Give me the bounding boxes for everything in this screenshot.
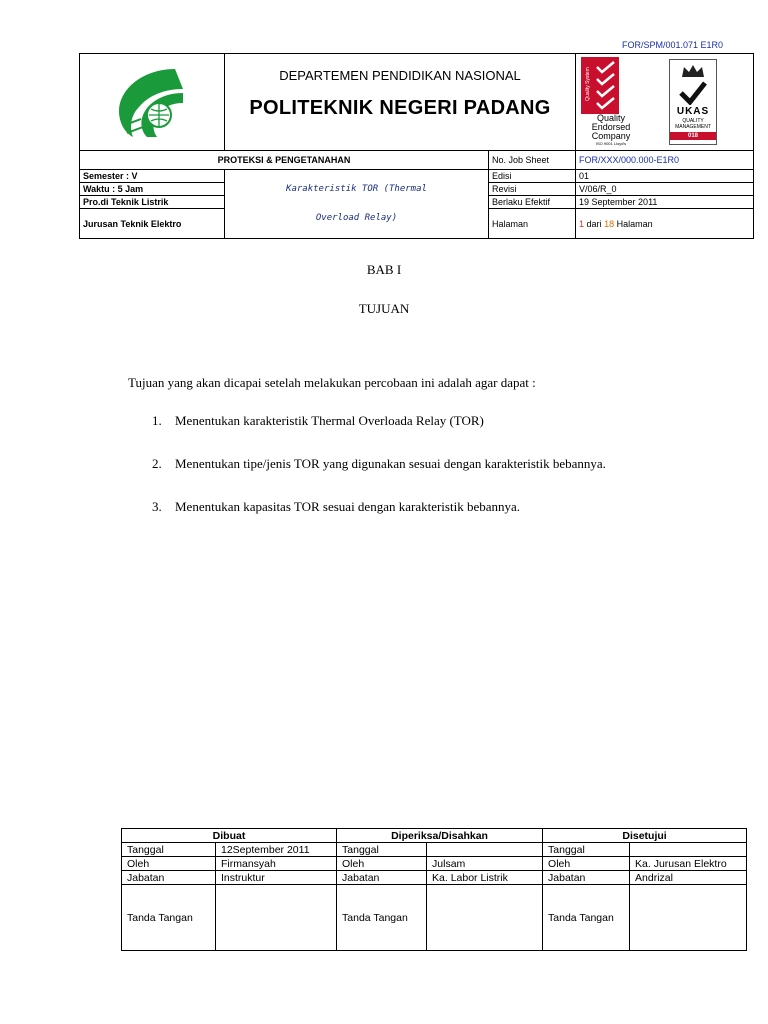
page-indicator <box>576 209 754 239</box>
meta-value-revision: V/06/R_0 <box>576 183 754 196</box>
signature-label-made: Tanda Tangan <box>122 885 216 951</box>
time-allotment: Waktu : 5 Jam <box>80 183 225 196</box>
table-cell: Oleh <box>122 857 216 871</box>
page-total: 18 <box>604 218 615 229</box>
signature-label-checked: Tanda Tangan <box>337 885 427 951</box>
table-cell: Ka. Labor Listrik <box>427 871 543 885</box>
section-heading: TUJUAN <box>358 301 410 316</box>
semester: Semester : V <box>80 170 225 183</box>
table-row <box>122 857 747 871</box>
ukas-badge <box>669 59 717 145</box>
list-item <box>130 491 690 523</box>
subject-title: PROTEKSI & PENGETANAHAN <box>80 151 489 170</box>
company-label: Company <box>591 131 631 141</box>
study-program: Pro.di Teknik Listrik <box>80 196 225 209</box>
page-label: Halaman <box>489 209 576 239</box>
meta-label-edition: Edisi <box>489 170 576 183</box>
signature-row <box>122 885 747 951</box>
job-title-line-1: Karakteristik TOR (Thermal <box>286 184 427 194</box>
table-row <box>122 871 747 885</box>
meta-label-job-sheet: No. Job Sheet <box>489 151 576 170</box>
quality-system-label: Quality System <box>584 67 591 101</box>
column-header-approved: Disetujui <box>543 829 747 843</box>
list-text: Menentukan karakteristik Thermal Overloada Relay (TOR) <box>175 413 484 428</box>
page-suffix: Halaman <box>616 218 653 229</box>
ukas-subtitle: QUALITY MANAGEMENT <box>675 118 711 130</box>
checkmark-icon <box>678 81 708 105</box>
quality-endorsed-badge <box>581 57 619 114</box>
meta-value-job-sheet: FOR/XXX/000.000-E1R0 <box>576 151 754 170</box>
page-current: 1 <box>579 218 585 229</box>
meta-label-effective: Berlaku Efektif <box>489 196 576 209</box>
list-text: Menentukan kapasitas TOR sesuai dengan karakteristik bebannya. <box>175 499 521 514</box>
logo-cell <box>80 54 225 151</box>
table-cell: Jabatan <box>337 871 427 885</box>
meta-label-revision: Revisi <box>489 183 576 196</box>
table-cell: Instruktur <box>216 871 337 885</box>
signature-area-checked[interactable] <box>427 885 543 951</box>
ukas-label: UKAS <box>676 106 710 117</box>
table-cell <box>427 843 543 857</box>
certification-cell <box>576 54 754 151</box>
meta-value-edition: 01 <box>576 170 754 183</box>
table-cell <box>630 843 747 857</box>
approval-table <box>121 828 747 951</box>
list-item <box>130 448 690 480</box>
ukas-number: 018 <box>670 132 716 140</box>
job-title <box>225 170 489 239</box>
list-number: 3. <box>152 499 162 514</box>
quality-label: Quality <box>597 113 626 123</box>
document-reference: FOR/SPM/001.071 E1R0 <box>622 40 724 50</box>
department-name: DEPARTEMEN PENDIDIKAN NASIONAL <box>279 68 521 83</box>
table-cell: 12September 2011 <box>216 843 337 857</box>
table-cell: Andrizal <box>630 871 747 885</box>
column-header-checked: Diperiksa/Disahkan <box>337 829 543 843</box>
goals-list <box>130 405 690 534</box>
table-cell: Tanggal <box>337 843 427 857</box>
polytechnic-logo-icon <box>113 63 191 139</box>
list-number: 2. <box>152 456 162 471</box>
meta-value-effective: 19 September 2011 <box>576 196 754 209</box>
table-cell: Ka. Jurusan Elektro <box>630 857 747 871</box>
job-title-line-2: Overload Relay) <box>315 213 398 223</box>
table-row <box>122 843 747 857</box>
table-cell: Tanggal <box>122 843 216 857</box>
signature-label-approved: Tanda Tangan <box>543 885 630 951</box>
column-header-made: Dibuat <box>122 829 337 843</box>
department-short: Jurusan Teknik Elektro <box>80 209 225 239</box>
title-cell <box>225 54 576 151</box>
signature-area-approved[interactable] <box>630 885 747 951</box>
table-cell: Jabatan <box>122 871 216 885</box>
table-cell: Firmansyah <box>216 857 337 871</box>
signature-area-made[interactable] <box>216 885 337 951</box>
list-text: Menentukan tipe/jenis TOR yang digunakan sesuai dengan karakteristik bebannya. <box>175 456 606 471</box>
intro-paragraph: Tujuan yang akan dicapai setelah melakukan percobaan ini adalah agar dapat : <box>128 375 536 390</box>
list-number: 1. <box>152 413 162 428</box>
table-cell: Oleh <box>337 857 427 871</box>
endorsed-label: Endorsed <box>591 122 631 132</box>
list-item <box>130 405 690 437</box>
table-cell: Oleh <box>543 857 630 871</box>
page-separator: dari <box>586 218 602 229</box>
iso-label: ISO 9001 Lloyd's <box>595 141 627 146</box>
table-cell: Julsam <box>427 857 543 871</box>
checkmarks-icon <box>595 61 617 111</box>
crown-icon <box>680 63 706 79</box>
institution-name: POLITEKNIK NEGERI PADANG <box>249 97 551 119</box>
header-table <box>79 53 754 239</box>
table-cell: Tanggal <box>543 843 630 857</box>
chapter-heading: BAB I <box>366 262 402 277</box>
table-cell: Jabatan <box>543 871 630 885</box>
